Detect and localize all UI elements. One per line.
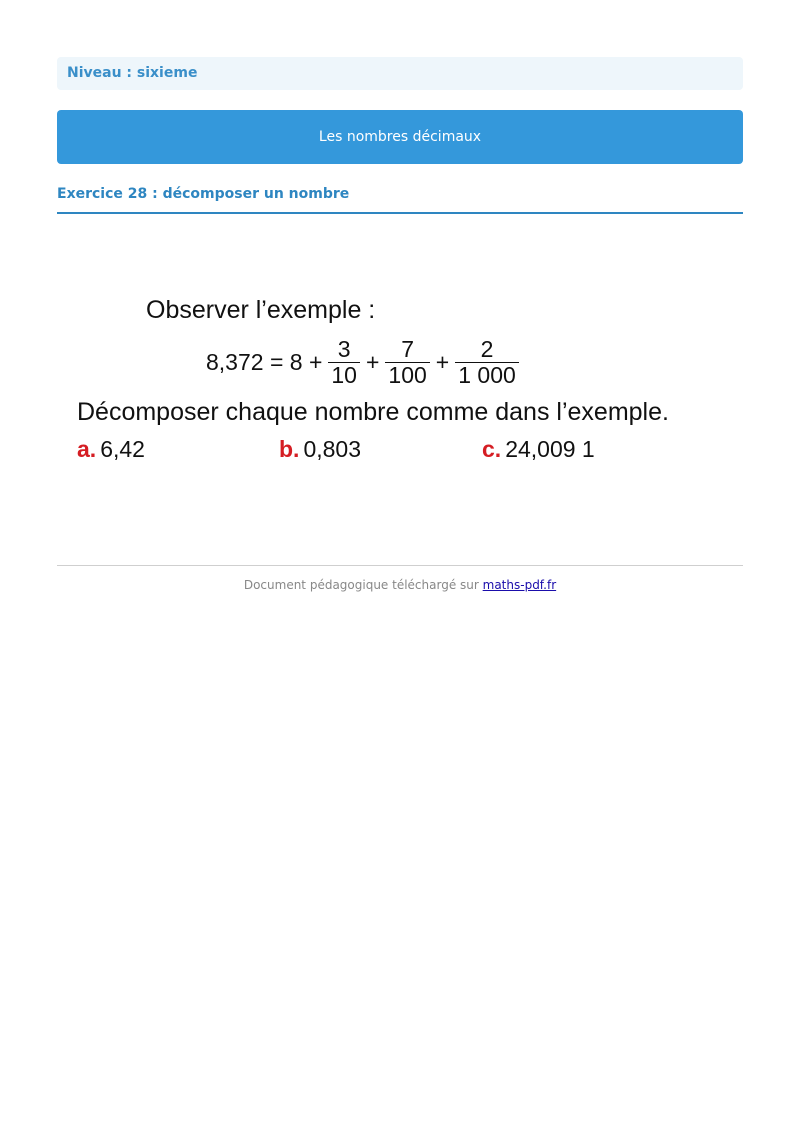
exercise-item-b — [279, 436, 361, 463]
example-equation — [206, 334, 525, 390]
fraction — [385, 337, 429, 388]
exercise-items — [77, 436, 717, 468]
chapter-banner: Les nombres décimaux — [57, 110, 743, 164]
exercise-item-c — [482, 436, 595, 463]
fraction — [328, 337, 360, 388]
exercise-item-a — [77, 436, 145, 463]
fraction-denominator: 100 — [385, 362, 429, 388]
exercise-content — [75, 290, 715, 470]
fraction-numerator: 3 — [337, 335, 351, 362]
exercise-instruction: Décomposer chaque nombre comme dans l’exemple. — [77, 398, 669, 426]
item-value: 6,42 — [100, 436, 145, 462]
exercise-title: Exercice 28 : décomposer un nombre — [57, 186, 743, 214]
item-value: 24,009 1 — [505, 436, 595, 462]
footer-divider — [57, 565, 743, 566]
plus-sign: + — [365, 348, 380, 375]
item-label: c. — [482, 436, 502, 462]
footer-text: Document pédagogique téléchargé sur — [243, 578, 483, 592]
observe-heading: Observer l’exemple : — [146, 296, 376, 324]
equation-lhs: 8,372 = 8 + — [206, 348, 323, 375]
footer — [57, 578, 743, 592]
fraction-numerator: 7 — [401, 335, 414, 362]
item-value: 0,803 — [303, 436, 362, 462]
level-badge: Niveau : sixieme — [57, 57, 743, 90]
item-label: b. — [279, 436, 300, 462]
fraction-denominator: 1 000 — [455, 362, 519, 388]
fraction-numerator: 2 — [480, 335, 494, 362]
fraction — [455, 337, 519, 388]
item-label: a. — [77, 436, 97, 462]
fraction-denominator: 10 — [328, 362, 360, 388]
plus-sign: + — [435, 348, 450, 375]
footer-link[interactable]: maths-pdf.fr — [482, 578, 557, 592]
